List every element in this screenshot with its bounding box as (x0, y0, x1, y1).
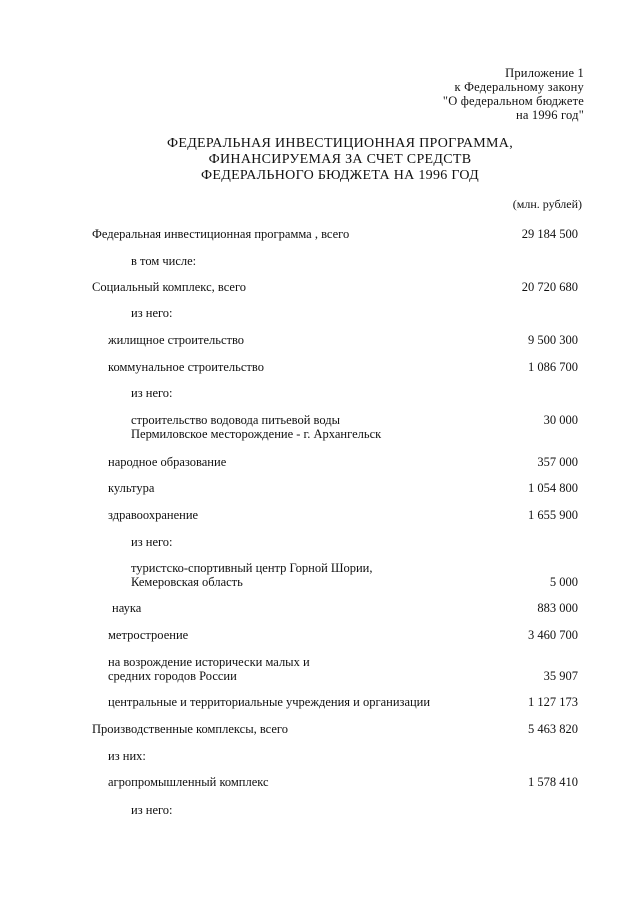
appendix-line: Приложение 1 (505, 66, 584, 80)
row-label: Производственные комплексы, всего (92, 722, 288, 736)
row-value: 20 720 680 (521, 280, 578, 294)
row-label: Федеральная инвестиционная программа , всего (92, 227, 350, 241)
title-line: ФИНАНСИРУЕМАЯ ЗА СЧЕТ СРЕДСТВ (208, 152, 472, 167)
row-label: из него: (131, 386, 173, 400)
row-label: из них: (108, 749, 146, 763)
row-label: строительство водовода питьевой воды (131, 413, 340, 427)
row-label: в том числе: (131, 254, 197, 268)
units-note: (млн. рублей) (512, 197, 582, 211)
row-value: 9 500 300 (528, 333, 578, 347)
row-value: 883 000 (537, 601, 578, 615)
row-label: коммунальное строительство (108, 360, 264, 374)
row-label: агропромышленный комплекс (108, 775, 269, 789)
row-value: 1 086 700 (528, 360, 578, 374)
title-line: ФЕДЕРАЛЬНАЯ ИНВЕСТИЦИОННАЯ ПРОГРАММА, (166, 136, 513, 151)
row-value: 1 054 800 (528, 481, 578, 495)
row-value: 357 000 (537, 455, 578, 469)
appendix-line: к Федеральному закону (454, 80, 584, 94)
row-label: центральные и территориальные учреждения и организации (108, 695, 431, 709)
row-label: Кемеровская область (131, 575, 243, 589)
row-label: жилищное строительство (108, 333, 245, 347)
row-label: Пермиловское месторождение - г. Архангельск (131, 427, 382, 441)
row-value: 1 578 410 (528, 775, 578, 789)
row-label: из него: (131, 306, 173, 320)
row-label: средних городов России (108, 669, 237, 683)
row-label: здравоохранение (108, 508, 199, 522)
row-label: из него: (131, 803, 173, 817)
row-value: 35 907 (543, 669, 578, 683)
row-value: 5 000 (549, 575, 578, 589)
row-value: 30 000 (543, 413, 578, 427)
row-label: Социальный комплекс, всего (92, 280, 247, 294)
row-value: 29 184 500 (521, 227, 578, 241)
row-value: 1 127 173 (528, 695, 578, 709)
row-value: 1 655 900 (528, 508, 578, 522)
row-label: на возрождение исторически малых и (108, 655, 310, 669)
document-title (130, 136, 550, 184)
row-label: народное образование (108, 455, 227, 469)
row-label: туристско-спортивный центр Горной Шории, (131, 561, 373, 575)
row-label: культура (108, 481, 155, 495)
row-value: 5 463 820 (528, 722, 578, 736)
row-value: 3 460 700 (528, 628, 578, 642)
appendix-line: на 1996 год" (515, 108, 584, 122)
row-label: из него: (131, 535, 173, 549)
appendix-line: "О федеральном бюджете (442, 94, 584, 108)
row-label: наука (112, 601, 142, 615)
title-line: ФЕДЕРАЛЬНОГО БЮДЖЕТА НА 1996 ГОД (201, 168, 479, 183)
appendix-reference (404, 66, 584, 122)
row-label: метростроение (108, 628, 189, 642)
